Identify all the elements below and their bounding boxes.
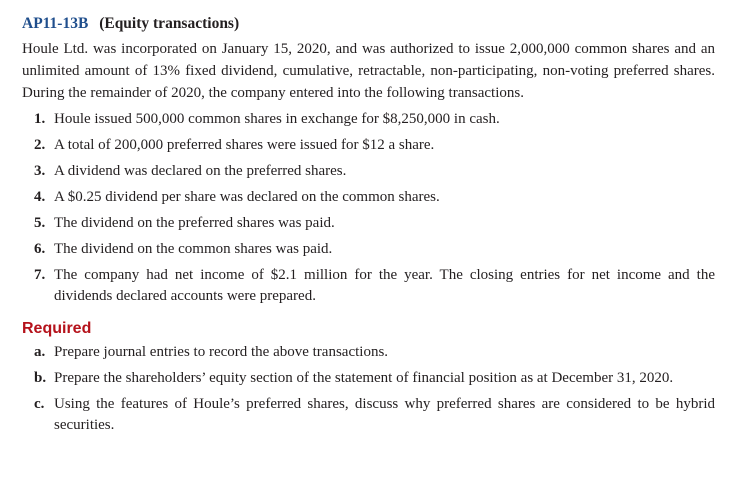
required-letter: a. xyxy=(34,344,46,360)
required-item xyxy=(34,394,715,436)
transaction-text: The company had net income of $2.1 million for the year. The closing entries for net income and the dividends declared accounts were prepared. xyxy=(54,267,715,304)
transaction-number: 3. xyxy=(34,163,46,179)
required-heading: Required xyxy=(22,320,92,337)
required-item xyxy=(34,342,715,363)
transaction-item xyxy=(34,239,715,260)
transaction-text: The dividend on the common shares was paid. xyxy=(54,241,333,257)
problem-header xyxy=(22,14,715,34)
required-list xyxy=(22,342,715,436)
transaction-number: 2. xyxy=(34,137,46,153)
transaction-item xyxy=(34,161,715,182)
transaction-item xyxy=(34,109,715,130)
problem-intro: Houle Ltd. was incorporated on January 15, 2020, and was authorized to issue 2,000,000 common shares and an unlimited amount of 13% fixed dividend, cumulative, retractable, non-participating, non-voting preferred shares. During the remainder of 2020, the company entered into the following transactions. xyxy=(22,41,715,101)
required-text: Prepare journal entries to record the above transactions. xyxy=(54,344,389,360)
transaction-text: A dividend was declared on the preferred shares. xyxy=(54,163,347,179)
required-text: Using the features of Houle’s preferred shares, discuss why preferred shares are considered to be hybrid securities. xyxy=(54,396,715,433)
transaction-item xyxy=(34,213,715,234)
transaction-item xyxy=(34,135,715,156)
transaction-text: A $0.25 dividend per share was declared on the common shares. xyxy=(54,189,440,205)
transaction-number: 1. xyxy=(34,111,46,127)
required-item xyxy=(34,368,715,389)
transaction-text: Houle issued 500,000 common shares in exchange for $8,250,000 in cash. xyxy=(54,111,500,127)
problem-title: (Equity transactions) xyxy=(99,15,240,32)
transaction-item xyxy=(34,187,715,208)
transaction-number: 5. xyxy=(34,215,46,231)
required-letter: c. xyxy=(34,396,45,412)
required-letter: b. xyxy=(34,370,47,386)
transaction-list xyxy=(22,109,715,307)
transaction-number: 6. xyxy=(34,241,46,257)
required-text: Prepare the shareholders’ equity section of the statement of financial position as at December 31, 2020. xyxy=(54,370,674,386)
problem-code: AP11-13B xyxy=(22,15,89,32)
transaction-number: 7. xyxy=(34,267,46,283)
transaction-text: The dividend on the preferred shares was paid. xyxy=(54,215,335,231)
transaction-text: A total of 200,000 preferred shares were issued for $12 a share. xyxy=(54,137,435,153)
transaction-item xyxy=(34,265,715,307)
transaction-number: 4. xyxy=(34,189,46,205)
